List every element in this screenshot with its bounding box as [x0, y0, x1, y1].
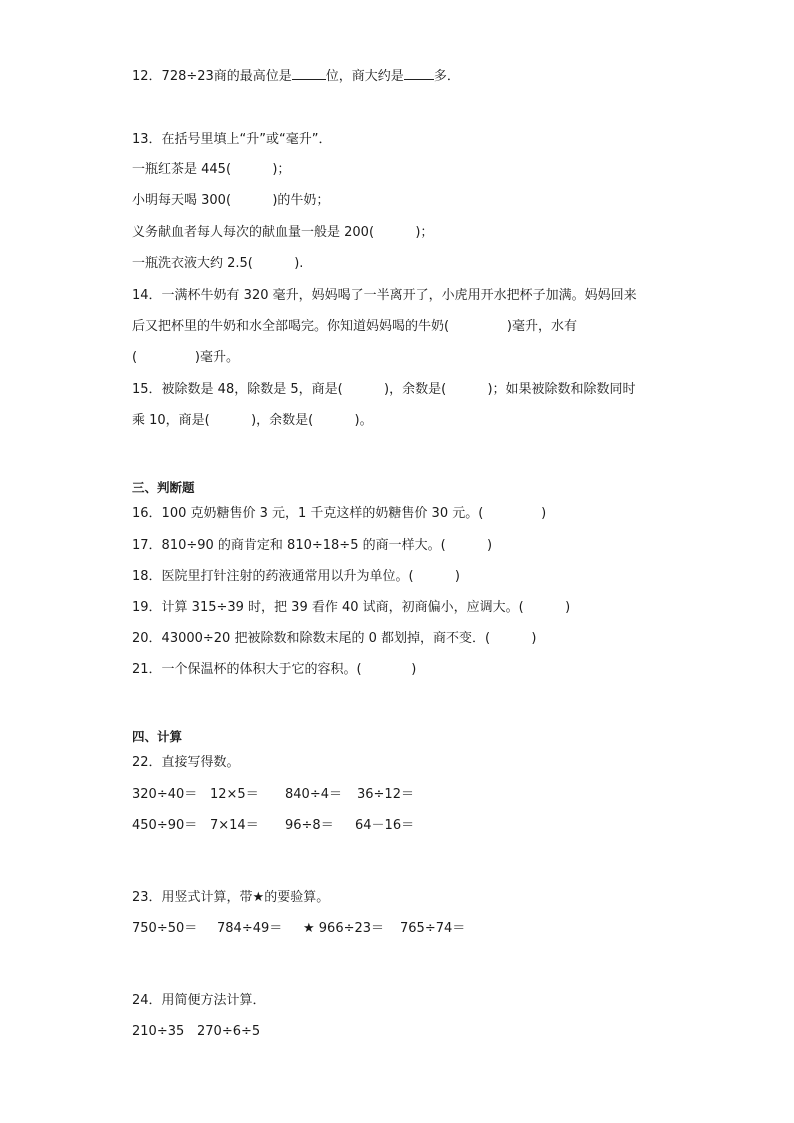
question-13-line-3: 义务献血者每人每次的献血量一般是 200( )； — [132, 225, 434, 240]
question-20: 20．43000÷20 把被除数和除数末尾的 0 都划掉，商不变．( ) — [132, 631, 537, 646]
q22-r1-c4: 36÷12＝ — [357, 787, 414, 802]
q12-blank-1 — [292, 66, 326, 80]
question-21: 21．一个保温杯的体积大于它的容积。( ) — [132, 662, 417, 677]
question-14-line-1: 14．一满杯牛奶有 320 毫升，妈妈喝了一半离开了，小虎用开水把杯子加满。妈妈回来 — [132, 288, 637, 303]
section-3-heading: 三、判断题 — [132, 480, 195, 495]
question-14-line-2: 后又把杯里的牛奶和水全部喝完。你知道妈妈喝的牛奶( )毫升，水有 — [132, 319, 577, 334]
question-15-line-1: 15．被除数是 48，除数是 5，商是( )，余数是( )；如果被除数和除数同时 — [132, 382, 636, 397]
q23-c2: 784÷49＝ — [217, 921, 283, 936]
question-18: 18．医院里打针注射的药液通常用以升为单位。( ) — [132, 569, 461, 584]
q22-r2-c2: 7×14＝ — [210, 818, 259, 833]
q22-r1-c1: 320÷40＝ — [132, 787, 198, 802]
q12-text-b: 位，商大约是 — [325, 69, 404, 84]
q12-text-c: 多． — [433, 69, 460, 84]
q22-r2-c3: 96÷8＝ — [285, 818, 334, 833]
q12-blank-2 — [404, 66, 434, 80]
q22-r2-c1: 450÷90＝ — [132, 818, 198, 833]
question-24-title: 24．用简便方法计算． — [132, 993, 266, 1008]
question-23-title: 23．用竖式计算，带★的要验算。 — [132, 890, 330, 905]
q24-c2: 270÷6÷5 — [197, 1024, 261, 1039]
question-15-line-2: 乘 10，商是( )，余数是( )。 — [132, 413, 373, 428]
question-17: 17．810÷90 的商肯定和 810÷18÷5 的商一样大。( ) — [132, 538, 493, 553]
q22-r2-c4: 64－16＝ — [355, 818, 415, 833]
question-13-title: 13．在括号里填上“升”或“毫升”． — [132, 132, 332, 147]
question-13-line-4: 一瓶洗衣液大约 2.5( ). — [132, 256, 304, 271]
question-16: 16．100 克奶糖售价 3 元，1 千克这样的奶糖售价 30 元。( ) — [132, 506, 547, 521]
question-13-line-1: 一瓶红茶是 445( )； — [132, 162, 291, 177]
q23-c4: 765÷74＝ — [400, 921, 466, 936]
q22-r1-c2: 12×5＝ — [210, 787, 259, 802]
q24-c1: 210÷35 — [132, 1024, 185, 1039]
q23-c3: ★ 966÷23＝ — [303, 921, 385, 936]
question-13-line-2: 小明每天喝 300( )的牛奶； — [132, 193, 330, 208]
q22-r1-c3: 840÷4＝ — [285, 787, 342, 802]
q23-c1: 750÷50＝ — [132, 921, 198, 936]
question-19: 19．计算 315÷39 时，把 39 看作 40 试商，初商偏小，应调大。( ) — [132, 600, 571, 615]
section-4-heading: 四、计算 — [132, 729, 183, 744]
question-12 — [132, 66, 460, 86]
q12-text-a: 12．728÷23商的最高位是 — [132, 69, 292, 84]
question-22-title: 22．直接写得数。 — [132, 755, 240, 770]
question-14-line-3: ( )毫升。 — [132, 350, 239, 365]
